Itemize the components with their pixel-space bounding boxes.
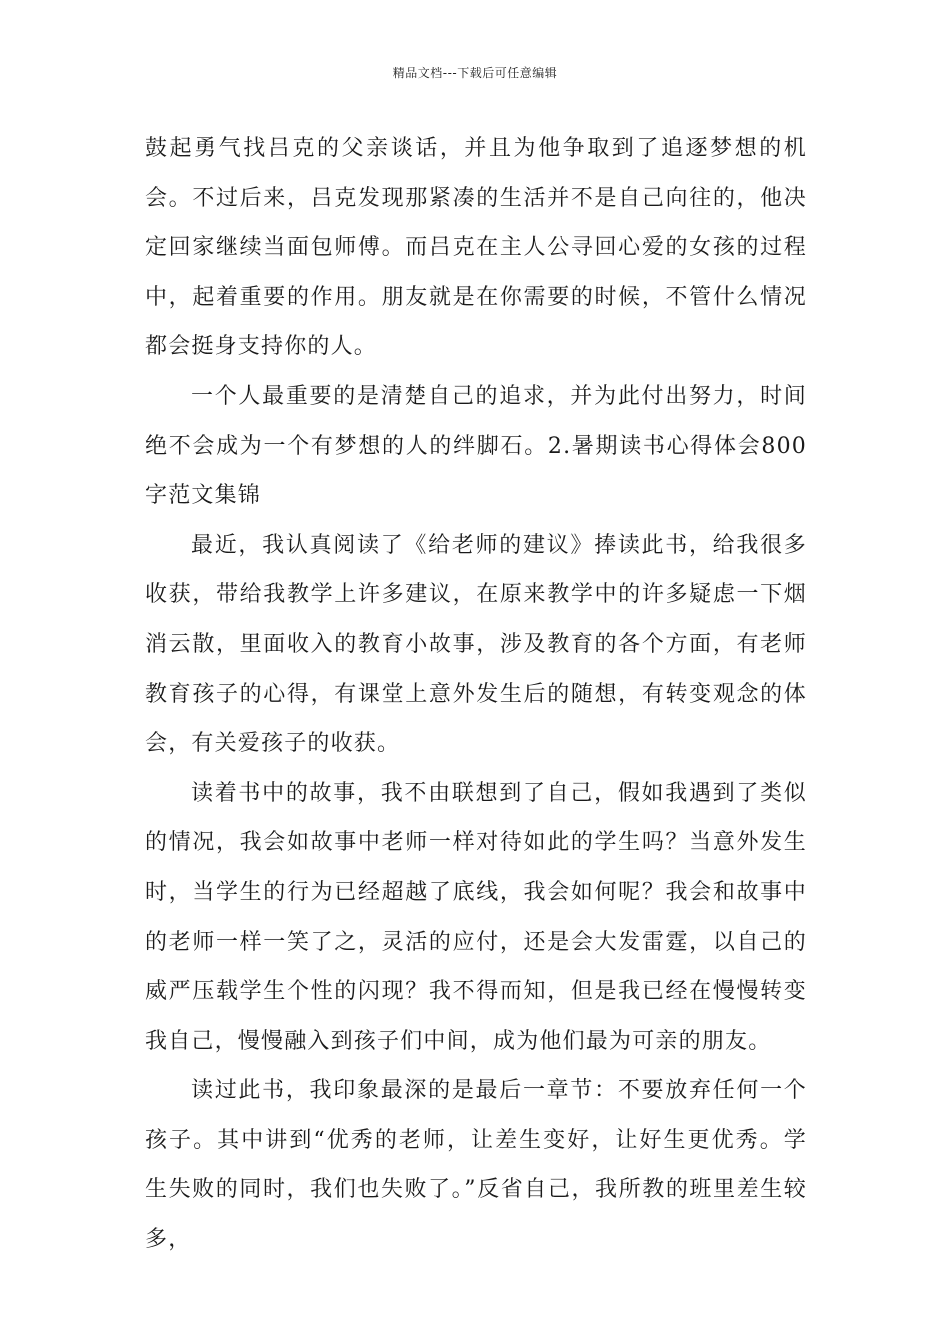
- paragraph: 读着书中的故事，我不由联想到了自己，假如我遇到了类似的情况，我会如故事中老师一样对待如此的学生吗？当意外发生时，当学生的行为已经超越了底线，我会如何呢？我会和故事中的老师一样一笑了之，灵活的应付，还是会大发雷霆，以自己的威严压载学生个性的闪现？我不得而知，但是我已经在慢慢转变我自己，慢慢融入到孩子们中间，成为他们最为可亲的朋友。: [145, 780, 807, 1054]
- paragraph: 读过此书，我印象最深的是最后一章节：不要放弃任何一个孩子。其中讲到“优秀的老师，让差生变好，让好生更优秀。学生失败的同时，我们也失败了。”反省自己，我所教的班里差生较多，: [145, 1078, 807, 1253]
- page-header: 精品文档---下载后可任意编辑: [392, 66, 558, 80]
- paragraph: 一个人最重要的是清楚自己的追求，并为此付出努力，时间绝不会成为一个有梦想的人的绊脚石。2.暑期读书心得体会800字范文集锦: [145, 383, 807, 509]
- paragraph: 最近，我认真阅读了《给老师的建议》捧读此书，给我很多收获，带给我教学上许多建议，在原来教学中的许多疑虑一下烟消云散，里面收入的教育小故事，涉及教育的各个方面，有老师教育孩子的心得，有课堂上意外发生后的随想，有转变观念的体会，有关爱孩子的收获。: [145, 532, 807, 757]
- document-body: [145, 124, 807, 1265]
- paragraph: 鼓起勇气找吕克的父亲谈话，并且为他争取到了追逐梦想的机会。不过后来，吕克发现那紧凑的生活并不是自己向往的，他决定回家继续当面包师傅。而吕克在主人公寻回心爱的女孩的过程中，起着重要的作用。朋友就是在你需要的时候，不管什么情况都会挺身支持你的人。: [145, 136, 807, 360]
